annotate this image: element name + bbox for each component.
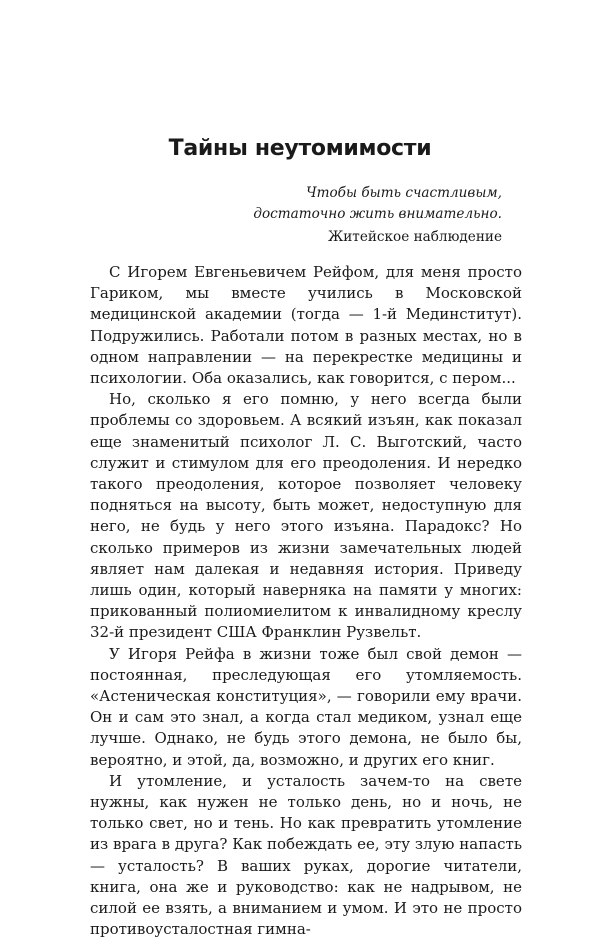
- paragraph: Но, сколько я его помню, у него всегда были проблемы со здоровьем. А всякий изъян, как показал еще знаменитый психолог Л. С. Выготский, часто служит и стимулом для его преодоления. И нередко такого преодоления, которое позволяет человеку подняться на высоту, быть может, недоступную для него, не будь у него этого изъяна. Парадокс? Но сколько примеров из жизни замечательных людей являет нам далекая и недавняя история. Приведу лишь один, который наверняка на памяти у многих: прикованный полиомиелитом к инвалидному креслу 32-й президент США Франклин Рузвельт.: [90, 390, 522, 642]
- epigraph-line-1: Чтобы быть счастливым,: [306, 185, 502, 201]
- paragraph: С Игорем Евгеньевичем Рейфом, для меня просто Гариком, мы вместе учились в Московской медицинской академии (тогда — 1-й Мединститут). Подружились. Работали потом в разных местах, но в одном направлении — на перекрестке медицины и психологии. Оба оказались, как говорится, с пером...: [90, 263, 522, 388]
- paragraph: И утомление, и усталость зачем-то на свете нужны, как нужен не только день, но и ночь, не только свет, но и тень. Но как превратить утомление из врага в друга? Как побеждать ее, эту злую напасть — усталость? В ваших руках, дорогие читатели, книга, она же и руководство: как не надрывом, не силой ее взять, а вниманием и умом. И это не просто противоусталостная гимна-: [90, 771, 522, 939]
- epigraph-line-2: достаточно жить внимательно.: [253, 206, 502, 222]
- body-text: [90, 262, 522, 941]
- chapter-title: Тайны неутомимости: [168, 136, 432, 161]
- paragraph: У Игоря Рейфа в жизни тоже был свой демон — постоянная, преследующая его утомляемость. «Астеническая конституция», — говорили ему врачи. Он и сам это знал, а когда стал медиком, узнал еще лучше. Однако, не будь этого демона, не было бы, вероятно, и этой, да, возможно, и других его книг.: [90, 644, 522, 769]
- epigraph: [253, 183, 502, 248]
- epigraph-source: Житейское наблюдение: [327, 229, 502, 245]
